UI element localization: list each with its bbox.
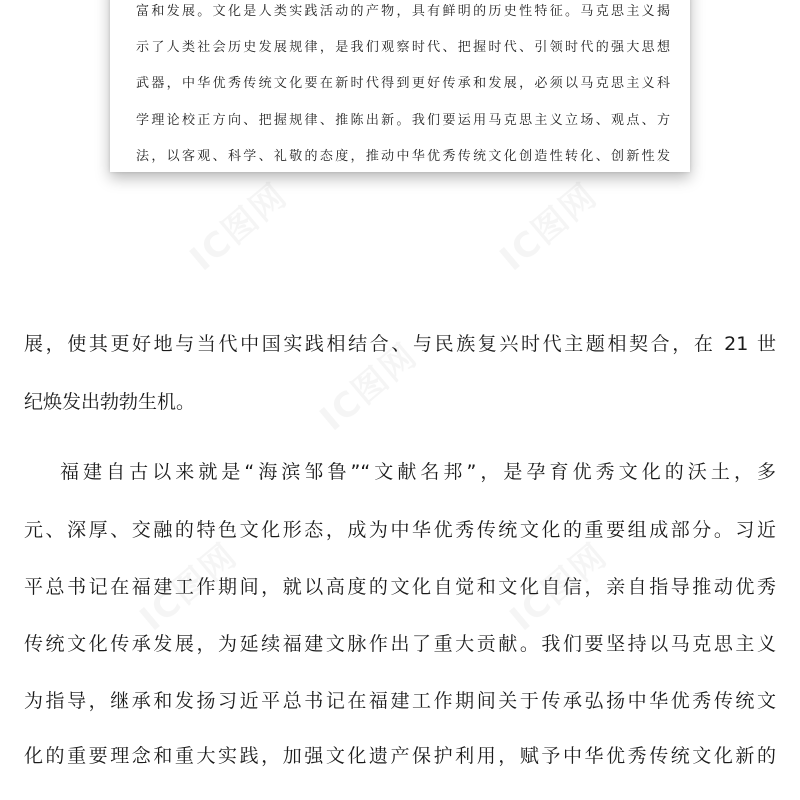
watermark: IC图网 (492, 175, 606, 280)
watermark: IC图网 (132, 535, 246, 640)
card-text-line: 示了人类社会历史发展规律，是我们观察时代、把握时代、引领时代的强大思想 (136, 40, 670, 55)
paragraph-line: 展，使其更好地与当代中国实践相结合、与民族复兴时代主题相契合，在 21 世 (24, 333, 776, 355)
card-text-line: 武器，中华优秀传统文化要在新时代得到更好传承和发展，必须以马克思主义科 (136, 76, 670, 91)
paragraph-line: 平总书记在福建工作期间，就以高度的文化自觉和文化自信，亲自指导推动优秀 (24, 576, 776, 598)
watermark: IC图网 (502, 535, 616, 640)
watermark: IC图网 (312, 335, 426, 440)
card-text-line: 富和发展。文化是人类实践活动的产物，具有鲜明的历史性特征。马克思主义揭 (136, 4, 670, 19)
document-card (110, 0, 690, 172)
paragraph-line: 纪焕发出勃勃生机。 (24, 391, 196, 413)
paragraph-line: 为指导，继承和发扬习近平总书记在福建工作期间关于传承弘扬中华优秀传统文 (24, 690, 776, 712)
paragraph-line: 传统文化传承发展，为延续福建文脉作出了重大贡献。我们要坚持以马克思主义 (24, 633, 776, 655)
paragraph-line: 元、深厚、交融的特色文化形态，成为中华优秀传统文化的重要组成部分。习近 (24, 519, 776, 541)
paragraph-line: 福建自古以来就是“海滨邹鲁”“文献名邦”，是孕育优秀文化的沃土，多 (60, 461, 776, 483)
card-text-line: 学理论校正方向、把握规律、推陈出新。我们要运用马克思主义立场、观点、方 (136, 113, 670, 128)
watermark: IC图网 (182, 175, 296, 280)
paragraph-line: 化的重要理念和重大实践，加强文化遗产保护利用，赋予中华优秀传统文化新的 (24, 745, 776, 767)
card-text-line: 法，以客观、科学、礼敬的态度，推动中华优秀传统文化创造性转化、创新性发 (136, 149, 670, 164)
